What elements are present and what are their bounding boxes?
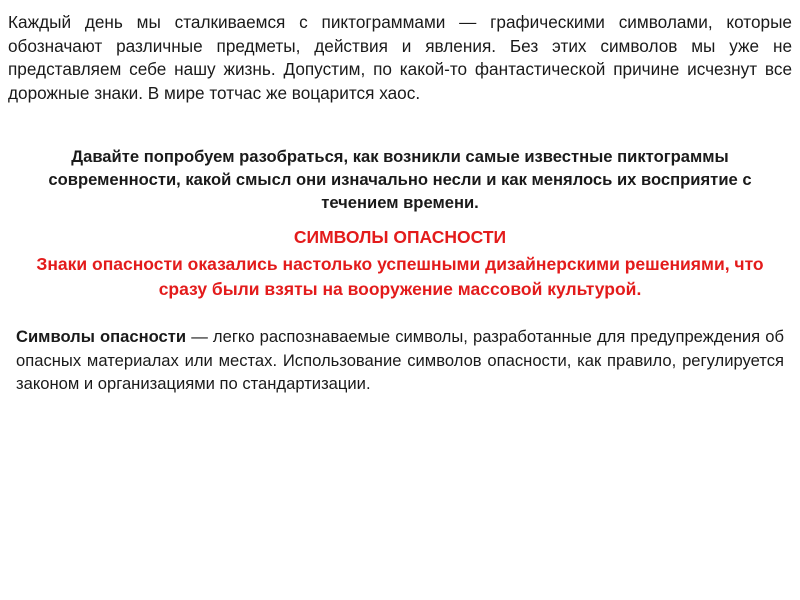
hazard-definition-term: Символы опасности bbox=[16, 327, 187, 346]
hazard-definition-text: — легко распознаваемые символы, разработанные для предупреждения об опасных материалах или местах. Использование символов опасности, как правило, регулируется законом и организациями по стандартизации. bbox=[16, 327, 784, 393]
intro-paragraph: Каждый день мы сталкиваемся с пиктограммами — графическими символами, которые обозначают различные предметы, действия и явления. Без этих символов мы уже не представляем себе нашу жизнь. Допустим, по какой-то фантастической причине исчезнут все дорожные знаки. В мире тотчас же воцарится хаос. bbox=[8, 12, 792, 103]
hazard-definition-paragraph bbox=[16, 325, 784, 396]
hazard-section-title: СИМВОЛЫ ОПАСНОСТИ bbox=[293, 227, 507, 247]
hazard-section-subtitle: Знаки опасности оказались настолько успешными дизайнерскими решениями, что сразу были взяты на вооружение массовой культурой. bbox=[36, 254, 764, 299]
lead-paragraph: Давайте попробуем разобраться, как возникли самые известные пиктограммы современности, какой смысл они изначально несли и как менялось их восприятие с течением времени. bbox=[48, 147, 752, 212]
